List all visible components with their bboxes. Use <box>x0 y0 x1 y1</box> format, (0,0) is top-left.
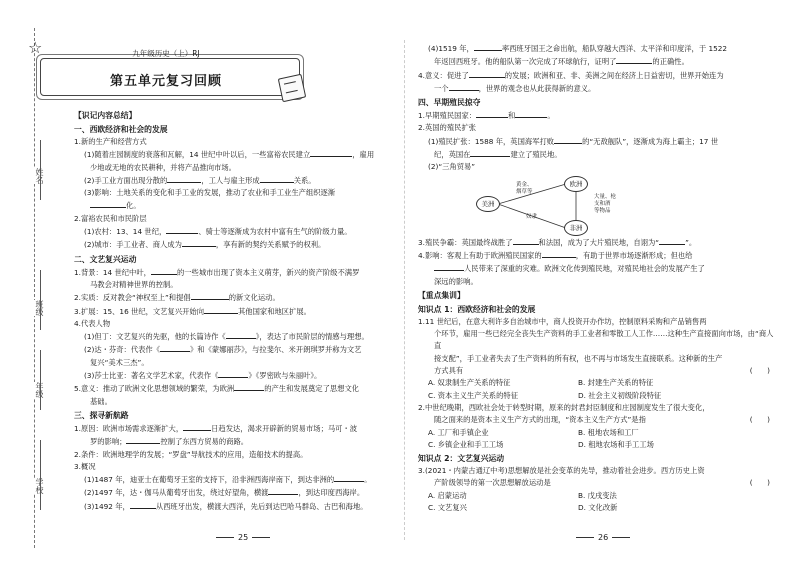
item-1: 1.新的生产和经营方式 <box>74 137 147 146</box>
q1-options-cd <box>418 390 774 402</box>
node-africa: 非洲 <box>564 220 588 236</box>
dante: (1)但丁：文艺复兴的先驱，他的长篇诗作《 》，表达了市民阶层的情感与理想。 <box>84 332 369 342</box>
school-field-line[interactable] <box>40 440 42 510</box>
answer-bracket[interactable]: ( ) <box>749 366 770 376</box>
fill-blank[interactable] <box>268 486 298 495</box>
routes-significance-cont: 一个 ，世界的观念也从此获得新的意义。 <box>434 83 596 93</box>
trade-text-4: 大量、枪 <box>594 193 617 200</box>
q3-options-ab <box>418 490 774 502</box>
item-1-3: (3)影响：土地关系的变化和手工业的发展，推动了农业和手工业生产组织逐渐 <box>84 188 336 198</box>
heading-renaissance: 二、文艺复兴运动 <box>74 254 137 264</box>
trade-text-5: 支和酒 <box>594 200 611 207</box>
fill-blank[interactable] <box>183 422 211 431</box>
page-divider <box>404 40 406 540</box>
trade-text-6: 等物品 <box>594 207 611 214</box>
da-vinci-cont: 复兴“美术三杰”。 <box>90 357 149 367</box>
da-vinci: (2)达・芬奇：代表作《 》和《蒙娜丽莎》，与拉斐尔、米开朗琪罗并称为文艺 <box>84 345 362 355</box>
renaissance-significance-cont: 基础。 <box>90 396 112 406</box>
routes-overview: 3.概况 <box>74 461 96 471</box>
option-c[interactable]: C. 文艺复兴 <box>428 503 467 513</box>
class-field-line[interactable] <box>40 270 42 330</box>
q1-options-ab <box>418 377 774 389</box>
option-c[interactable]: C. 资本主义生产关系的特征 <box>428 390 518 400</box>
option-d[interactable]: D. 社会主义初级阶段特征 <box>578 390 662 400</box>
routes-cause: 1.原因：欧洲市场需求逐渐扩大， 日趋发达，渴求开辟新的贸易市场；马可・波 <box>74 423 358 433</box>
fill-blank[interactable] <box>160 343 190 352</box>
fill-blank[interactable] <box>90 199 126 208</box>
fill-blank[interactable] <box>126 435 160 444</box>
fill-blank[interactable] <box>167 174 201 183</box>
knowledge-point-1: 知识点 1：西欧经济和社会的发展 <box>418 304 536 314</box>
q2-options-cd <box>418 439 774 451</box>
item-2: 2.富裕农民和市民阶层 <box>74 213 147 223</box>
left-page-content <box>74 108 390 513</box>
fill-blank[interactable] <box>130 500 156 509</box>
fill-blank[interactable] <box>434 262 464 271</box>
option-b[interactable]: B. 租地农场和工厂 <box>578 427 639 437</box>
item-2-1: (1)农村：13、14 世纪， 、骑士等逐渐成为农村中富有生气的阶级力量。 <box>84 227 352 237</box>
magellan-voyage: (4)1519 年， 率西班牙国王之命出航，船队穿越大西洋、太平洋和印度洋，于 1522 <box>428 44 728 53</box>
fill-blank[interactable] <box>554 135 582 144</box>
fill-blank[interactable] <box>542 249 576 258</box>
page-number-right: 26 <box>572 533 634 542</box>
name-field-line[interactable] <box>40 140 42 200</box>
question-1-cont2: 接支配”，手工业者失去了生产资料的所有权，也不再与市场发生直接联系。这种新的生产 <box>434 353 723 363</box>
page-number-left: 25 <box>212 533 274 542</box>
option-a[interactable]: A. 启蒙运动 <box>428 490 467 500</box>
routes-significance: 4.意义：促进了 的发展；欧洲和亚、非、美洲之间在经济上日益密切，世界开始连为 <box>418 70 724 80</box>
fill-blank[interactable] <box>616 55 652 64</box>
trade-text-1: 黄金、 <box>516 181 533 188</box>
british-expansion-1-cont: 纪，英国在 建立了殖民地。 <box>434 150 562 160</box>
page-title: 第五单元复习回顾 <box>109 74 222 89</box>
representatives: 4.代表人物 <box>74 318 111 328</box>
british-expansion-1: (1)殖民扩张：1588 年，英国海军打败 的“无敌舰队”，逐渐成为海上霸主；17 世 <box>428 136 719 146</box>
section-key-training: 【重点集训】 <box>418 290 465 300</box>
book-icon <box>278 74 306 102</box>
grade-label: 年级 <box>24 382 44 398</box>
name-label: 姓名 <box>24 168 44 184</box>
fill-blank[interactable] <box>476 109 508 118</box>
option-b[interactable]: B. 戊戌变法 <box>578 490 617 500</box>
fill-blank[interactable] <box>204 305 238 314</box>
unit-title-banner <box>24 40 308 106</box>
item-1-2: (2)手工业方面出现分散的 ，工人与雇主形成 关系。 <box>84 175 316 185</box>
dias-voyage: (1)1487 年，迪亚士在葡萄牙王室的支持下，沿非洲西海岸南下，到达非洲的 。 <box>84 475 372 485</box>
course-subtitle: 九年级历史（上）RJ <box>132 49 200 58</box>
node-europe: 欧洲 <box>564 176 588 192</box>
routes-conditions: 2.条件：欧洲地理学的发展；“罗盘”导航技术的应用，造船技术的提高。 <box>74 449 308 459</box>
class-label: 班级 <box>24 300 44 316</box>
heading-new-routes: 三、探寻新航路 <box>74 410 129 420</box>
knowledge-point-2: 知识点 2：文艺复兴运动 <box>418 454 505 464</box>
triangle-trade-label: (2)“三角贸易” <box>428 162 476 172</box>
item-1-1: (1)随着庄园制度的衰落和瓦解，14 世纪中叶以后，一些富裕农民建立 ，雇用 <box>84 150 375 160</box>
fill-blank[interactable] <box>166 225 198 234</box>
colonial-impact-cont2: 深远的影响。 <box>434 276 478 286</box>
fill-blank[interactable] <box>515 109 547 118</box>
trade-text-2: 烟草等 <box>516 188 533 195</box>
fill-blank[interactable] <box>191 291 229 300</box>
option-a[interactable]: A. 奴隶制生产关系的特征 <box>428 378 511 388</box>
school-label: 学校 <box>24 478 44 494</box>
node-america: 美洲 <box>476 196 500 212</box>
fill-blank[interactable] <box>659 236 685 245</box>
renaissance-expansion: 3.扩展：15、16 世纪，文艺复兴开始向 其他国家和地区扩展。 <box>74 306 311 316</box>
option-d[interactable]: D. 租地农场和手工工场 <box>578 439 654 449</box>
question-1-cont3: 方式具有 ( ) <box>418 365 774 377</box>
colonial-rivalry: 3.殖民争霸：英国最终战胜了 和法国，成为了大片殖民地，自诩为“ ”。 <box>418 237 697 247</box>
renaissance-background: 1.背景：14 世纪中叶， 的一些城市出现了资本主义萌芽，新兴的资产阶级不满罗 <box>74 267 360 277</box>
early-colonial-states: 1.早期殖民国家： 和 。 <box>418 111 555 121</box>
q3-options-cd <box>418 502 774 514</box>
option-d[interactable]: D. 文化改新 <box>578 503 618 513</box>
option-c[interactable]: C. 乡镇企业和手工工场 <box>428 439 504 449</box>
triangle-trade-diagram <box>476 174 676 236</box>
item-2-2: (2)城市：手工业者、商人成为 ，享有新的契约关系赋予的权利。 <box>84 240 326 250</box>
renaissance-essence: 2.实质：反对教会“神权至上”和提倡 的新文化运动。 <box>74 293 280 303</box>
item-1-1-cont: 少地或无地的农民耕种，并将产品推向市场。 <box>90 162 236 172</box>
colonial-impact: 4.影响：客观上有助于欧洲殖民国家的 ，有助于世界市场逐渐形成；但也给 <box>418 250 693 260</box>
british-expansion: 2.英国的殖民扩张 <box>418 123 477 133</box>
fill-blank[interactable] <box>449 82 479 91</box>
grade-field-line[interactable] <box>40 350 42 410</box>
trade-text-3: 奴隶 <box>526 213 538 220</box>
renaissance-significance: 5.意义：推动了欧洲文化思想领域的繁荣，为欧洲 的产生和发展奠定了思想文化 <box>74 384 360 394</box>
right-page-content <box>418 42 774 514</box>
fill-blank[interactable] <box>310 148 352 157</box>
answer-bracket[interactable]: ( ) <box>749 478 770 488</box>
star-icon: ☆ <box>28 38 43 57</box>
question-1-cont: 个环节，雇用一些已经完全丧失生产资料的手工业者和零散工人工作……这种生产直接面向市场，由“商人直 <box>434 329 774 351</box>
fill-blank[interactable] <box>151 266 177 275</box>
q2-options-ab <box>418 427 774 439</box>
fill-blank[interactable] <box>234 382 264 391</box>
magellan-voyage-cont: 年返回西班牙。他的船队第一次完成了环球航行，证明了 的正确性。 <box>434 57 689 67</box>
section-recall-heading: 【识记内容总结】 <box>74 111 137 120</box>
option-a[interactable]: A. 工厂和手镇企业 <box>428 427 489 437</box>
fill-blank[interactable] <box>260 174 294 183</box>
binding-line <box>34 28 36 548</box>
colonial-impact-cont: 人民带来了深重的灾难。欧洲文化传到殖民地，对殖民地社会的发展产生了 <box>418 262 774 275</box>
question-1: 1.11 世纪后，在意大利许多自治城市中，商人投资开办作坊，控制原料采购和产品销售两 <box>418 316 707 326</box>
columbus-voyage: (3)1492 年， 从西班牙出发，横渡大西洋，先后到达巴哈马群岛、古巴和海地。 <box>84 501 368 511</box>
da-gama-voyage: (2)1497 年，达・伽马从葡萄牙出发，绕过好望角，横渡 ，到达印度西海岸。 <box>84 488 365 498</box>
question-3: 3.(2021・内蒙古通辽中考)思想解放是社会变革的先导，推动着社会进步。西方历史上资 <box>418 466 705 476</box>
renaissance-background-cont: 马教会对精神世界的控制。 <box>90 279 178 289</box>
question-3-cont: 产阶级领导的第一次思想解放运动是 ( ) <box>418 477 774 489</box>
fill-blank[interactable] <box>334 473 364 482</box>
fill-blank[interactable] <box>470 148 510 157</box>
question-2-cont: 随之面来的是资本主义生产方式的出现，“资本主义生产方式”是指 ( ) <box>418 414 774 426</box>
question-2: 2.中世纪晚期，西欧社会处于转型时期，原来的封君封臣制度和庄园制度发生了很大变化， <box>418 402 710 412</box>
heading-west-europe: 一、西欧经济和社会的发展 <box>74 125 168 134</box>
answer-bracket[interactable]: ( ) <box>749 415 770 425</box>
fill-blank[interactable] <box>226 330 256 339</box>
fill-blank[interactable] <box>218 369 248 378</box>
shakespeare: (3)莎士比亚：著名文学艺术家，代表作《 》《罗密欧与朱丽叶》。 <box>84 371 322 381</box>
fill-blank[interactable] <box>469 69 505 78</box>
item-1-3-cont: 化。 <box>74 199 390 212</box>
routes-cause-cont: 罗的影响； 控制了东西方贸易的商路。 <box>90 437 249 447</box>
heading-colonial: 四、早期殖民掠夺 <box>418 98 481 108</box>
fill-blank[interactable] <box>513 236 539 245</box>
fill-blank[interactable] <box>474 42 502 51</box>
fill-blank[interactable] <box>182 238 216 247</box>
option-b[interactable]: B. 封建生产关系的特征 <box>578 378 654 388</box>
